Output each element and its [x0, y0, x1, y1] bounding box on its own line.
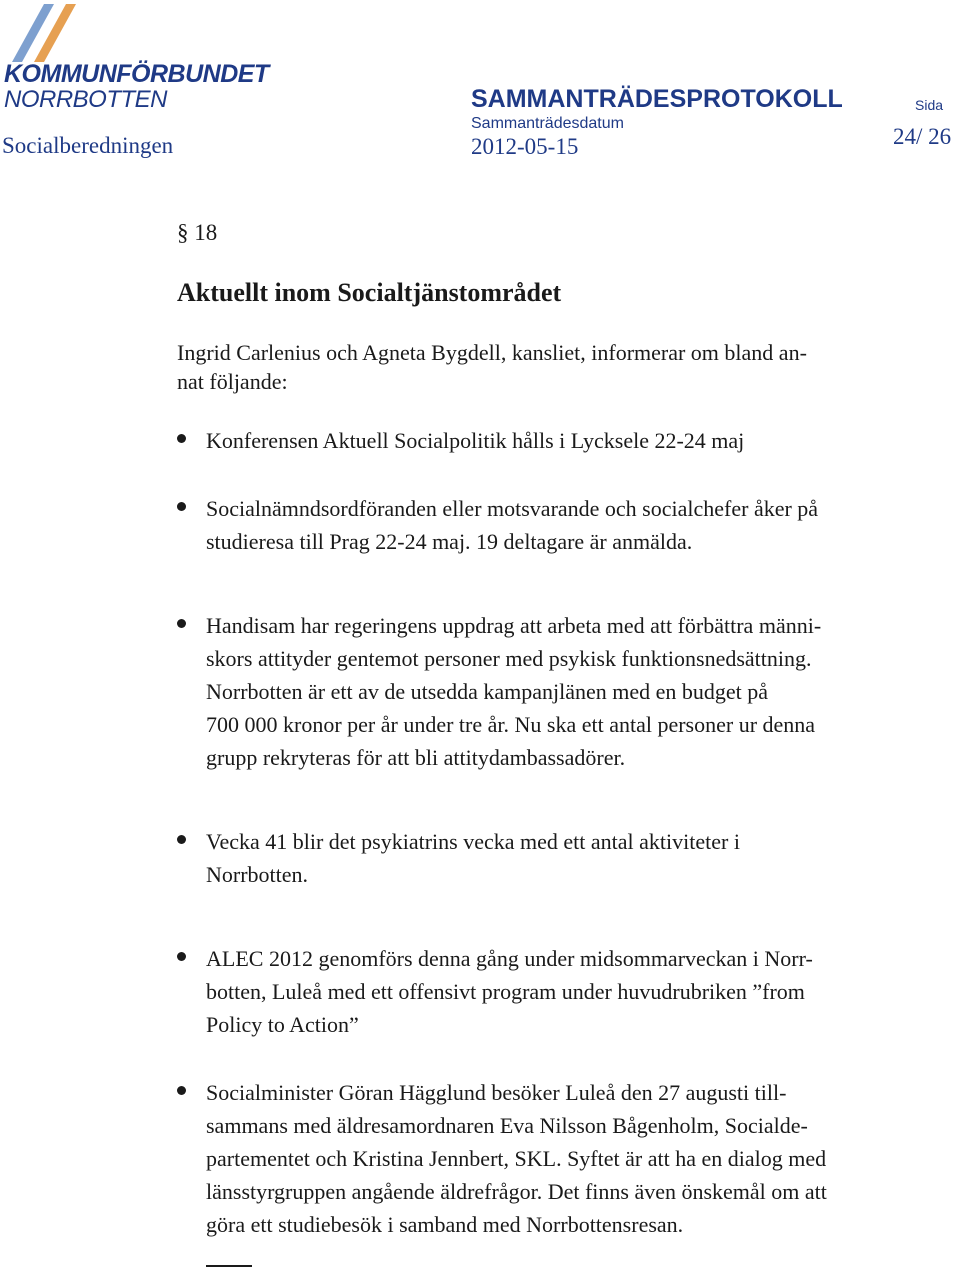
meeting-date-label: Sammanträdesdatum	[471, 115, 624, 132]
organization-name-line2: NORRBOTTEN	[4, 86, 167, 113]
bullet-line: göra ett studiebesök i samband med Norrbottensresan.	[206, 1212, 684, 1237]
section-heading: Aktuellt inom Socialtjänstområdet	[177, 278, 562, 307]
bullet-line: Norrbotten är ett av de utsedda kampanjlänen med en budget på	[206, 679, 769, 704]
bullet-dot-icon	[177, 952, 186, 961]
paragraph-number: § 18	[177, 220, 218, 245]
bullet-line: Konferensen Aktuell Socialpolitik hålls i Lycksele 22-24 maj	[206, 428, 745, 453]
meeting-date: 2012-05-15	[471, 134, 579, 159]
intro-paragraph	[177, 338, 897, 396]
bullet-line: studieresa till Prag 22-24 maj. 19 deltagare är anmälda.	[206, 529, 693, 554]
bullet-text	[206, 424, 926, 457]
bullet-line: 700 000 kronor per år under tre år. Nu ska ett antal personer ur denna	[206, 712, 816, 737]
document-title: SAMMANTRÄDESPROTOKOLL	[471, 85, 843, 113]
intro-line: nat följande:	[177, 369, 288, 394]
bullet-line: Socialminister Göran Hägglund besöker Luleå den 27 augusti till-	[206, 1080, 787, 1105]
bullet-line: Socialnämndsordföranden eller motsvarande och socialchefer åker på	[206, 496, 819, 521]
bullet-dot-icon	[177, 502, 186, 511]
organization-name-line1: KOMMUNFÖRBUNDET	[4, 60, 269, 88]
bullet-line: botten, Luleå med ett offensivt program under huvudrubriken ”from	[206, 979, 805, 1004]
footer-divider	[206, 1265, 252, 1267]
bullet-line: ALEC 2012 genomförs denna gång under midsommarveckan i Norr-	[206, 946, 813, 971]
bullet-line: sammans med äldresamordnaren Eva Nilsson Bågenholm, Socialde-	[206, 1113, 808, 1138]
bullet-dot-icon	[177, 835, 186, 844]
bullet-line: Handisam har regeringens uppdrag att arbeta med att förbättra männi-	[206, 613, 822, 638]
bullet-line: partementet och Kristina Jennbert, SKL. Syftet är att ha en dialog med	[206, 1146, 827, 1171]
bullet-line: Vecka 41 blir det psykiatrins vecka med ett antal aktiviteter i	[206, 829, 740, 854]
bullet-dot-icon	[177, 434, 186, 443]
page-number: 24/ 26	[893, 124, 952, 149]
bullet-dot-icon	[177, 619, 186, 628]
bullet-text	[206, 492, 926, 558]
committee-name: Socialberedningen	[2, 133, 174, 158]
bullet-text	[206, 609, 926, 774]
bullet-dot-icon	[177, 1086, 186, 1095]
bullet-text	[206, 942, 926, 1041]
bullet-line: grupp rekryteras för att bli attitydambassadörer.	[206, 745, 626, 770]
logo-stripes-icon	[0, 0, 90, 66]
intro-line: Ingrid Carlenius och Agneta Bygdell, kansliet, informerar om bland an-	[177, 340, 807, 365]
bullet-line: Norrbotten.	[206, 862, 309, 887]
organization-logo	[0, 0, 270, 120]
bullet-line: skors attityder gentemot personer med psykisk funktionsnedsättning.	[206, 646, 812, 671]
bullet-text	[206, 1076, 926, 1241]
page-label: Sida	[915, 97, 944, 113]
bullet-line: länsstyrgruppen angående äldrefrågor. Det finns även önskemål om att	[206, 1179, 827, 1204]
bullet-line: Policy to Action”	[206, 1012, 359, 1037]
bullet-text	[206, 825, 926, 891]
